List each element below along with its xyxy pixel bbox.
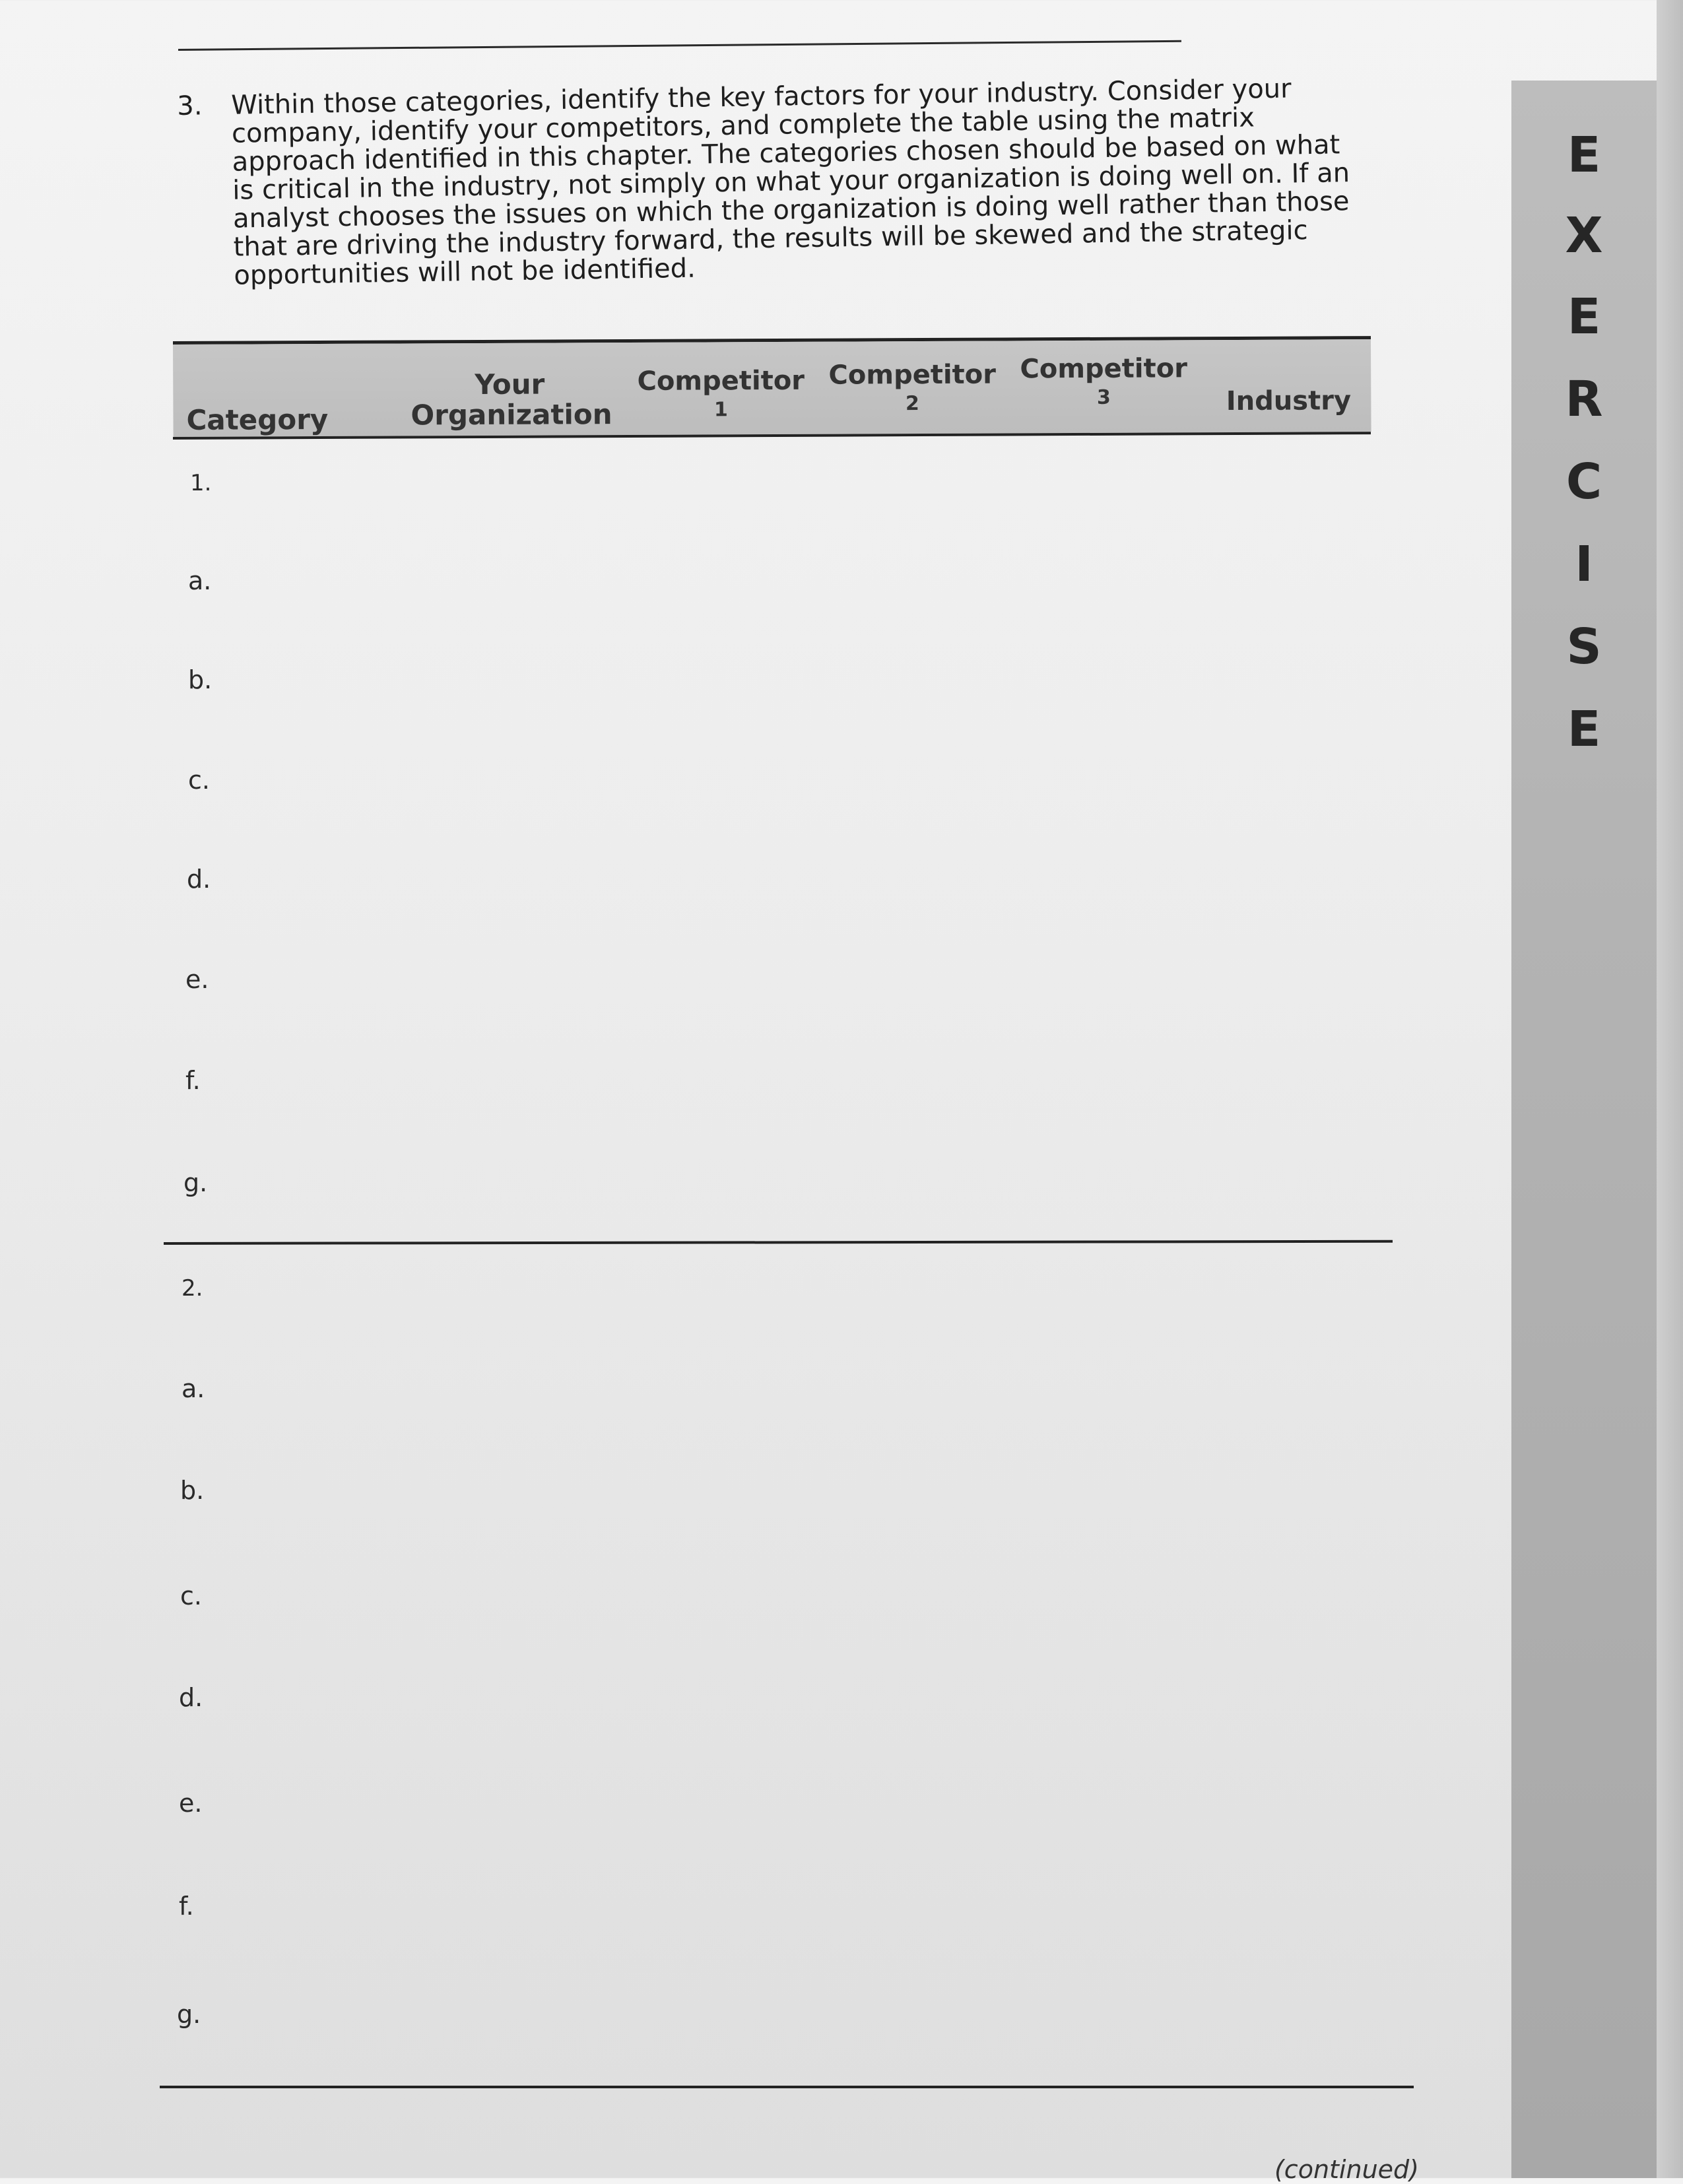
tab-letter-7: S xyxy=(1566,618,1602,675)
tab-letter-3: E xyxy=(1567,288,1601,345)
tab-letter-1: E xyxy=(1567,127,1601,183)
tab-letter-5: C xyxy=(1566,453,1602,510)
question-block xyxy=(177,74,1368,291)
section-divider xyxy=(164,1240,1393,1245)
tab-letter-4: R xyxy=(1565,371,1603,428)
continued-note: (continued) xyxy=(1274,2155,1419,2184)
section-1-row-d: d. xyxy=(187,865,211,894)
exercise-side-tab xyxy=(1511,81,1657,2178)
header-competitor-3-line2: 3 xyxy=(1096,385,1111,409)
page-edge-shadow xyxy=(1657,0,1683,2178)
top-divider xyxy=(178,40,1181,51)
section-1-row-b: b. xyxy=(188,665,213,694)
section-2-row-f: f. xyxy=(179,1892,194,1921)
header-your-organization-line2: Organization xyxy=(411,398,612,432)
tab-letter-6: I xyxy=(1575,536,1593,593)
tab-letter-2: X xyxy=(1565,207,1603,264)
section-2-row-b: b. xyxy=(180,1476,205,1505)
header-your-organization-line1: Your xyxy=(475,368,545,401)
header-your-organization xyxy=(411,368,612,432)
header-industry: Industry xyxy=(1226,385,1352,417)
section-2-row-c: c. xyxy=(180,1581,202,1610)
question-text: Within those categories, identify the key factors for your industry. Consider your company, identify your competitors, and complete the table using the matrix approach identified in this chapter. The categories chosen should be based on what is critical in the industry, not simply on what your organization is doing well on. If an analyst chooses the issues on which the organization is doing well rather than those that are driving the industry forward, the results will be skewed and the strategic opportunities will not be identified. xyxy=(230,73,1350,291)
header-competitor-1-line2: 1 xyxy=(713,398,728,422)
question-number: 3. xyxy=(176,90,203,121)
header-competitor-1-line1: Competitor xyxy=(637,365,805,397)
tab-letter-8: E xyxy=(1567,701,1601,758)
section-2-number: 2. xyxy=(182,1275,203,1302)
section-1-row-e: e. xyxy=(185,965,209,994)
header-competitor-3-line1: Competitor xyxy=(1020,353,1187,385)
table-header xyxy=(173,339,1371,437)
section-1-number: 1. xyxy=(190,470,212,496)
bottom-divider xyxy=(160,2086,1414,2088)
section-2-row-g: g. xyxy=(177,2000,201,2029)
header-competitor-2-line1: Competitor xyxy=(828,359,997,391)
section-1-row-f: f. xyxy=(185,1066,201,1095)
header-competitor-1 xyxy=(622,366,820,424)
header-category: Category xyxy=(186,403,329,436)
section-1-row-c: c. xyxy=(188,766,210,795)
header-competitor-3 xyxy=(1005,353,1203,412)
section-2-row-d: d. xyxy=(179,1683,203,1712)
section-1-row-g: g. xyxy=(183,1168,208,1197)
header-competitor-2-line2: 2 xyxy=(905,392,919,416)
section-2-row-e: e. xyxy=(179,1789,203,1818)
section-2-row-a: a. xyxy=(182,1374,205,1403)
section-1-row-a: a. xyxy=(188,566,212,595)
header-competitor-2 xyxy=(813,359,1011,418)
